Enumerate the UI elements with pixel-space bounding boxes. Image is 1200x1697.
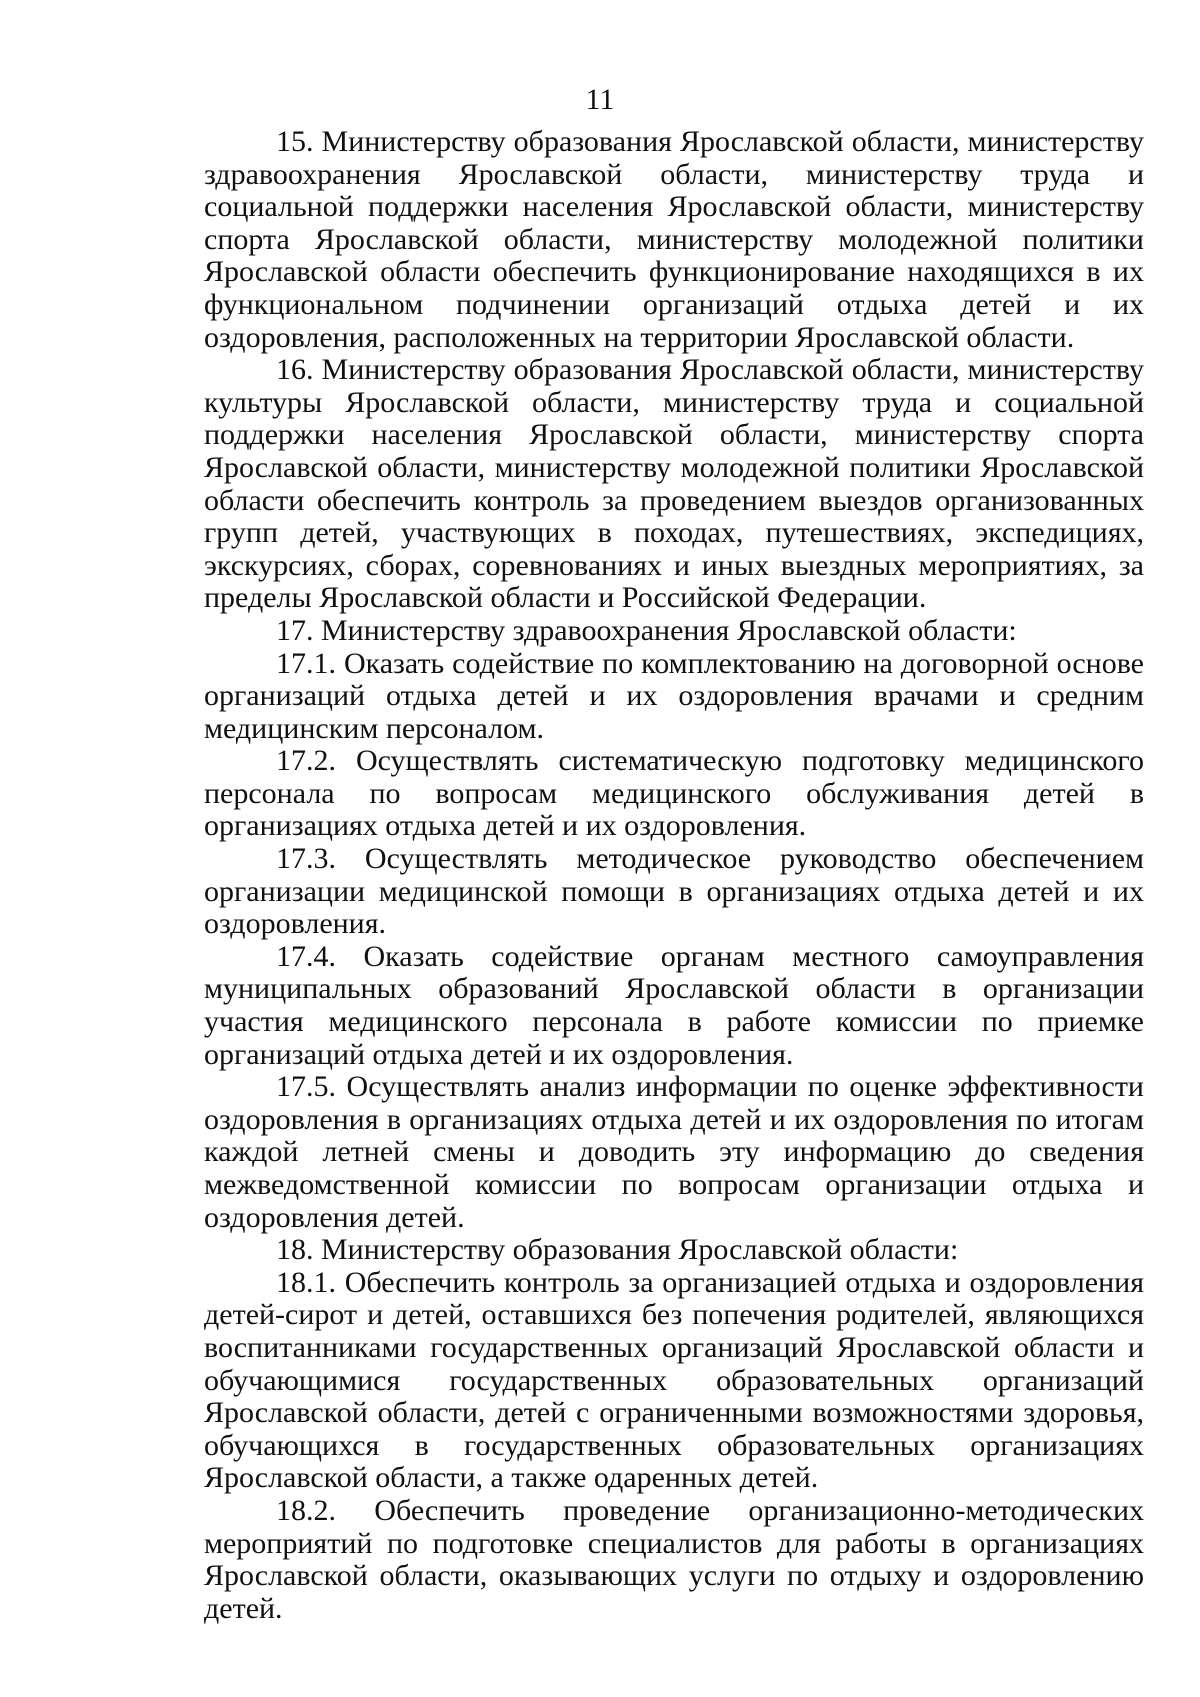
paragraph-17-1: 17.1. Оказать содействие по комплектованию на договорной основе организаций отдыха детей и их оздоровления врачами и средним медицинским персоналом. bbox=[204, 646, 1144, 745]
paragraph-17-5: 17.5. Осуществлять анализ информации по оценке эффективности оздоровления в организациях отдыха детей и их оздоровления по итогам каждой летней смены и доводить эту информацию до сведения межведомственной комиссии по вопросам организации отдыха и оздоровления детей. bbox=[204, 1070, 1144, 1234]
paragraph-15: 15. Министерству образования Ярославской области, министерству здравоохранения Ярославской области, министерству труда и социальной поддержки населения Ярославской области, министерству спорта Ярославской области, министерству молодежной политики Ярославской области обеспечить функционирование находящихся в их функциональном подчинении организаций отдыха детей и их оздоровления, расположенных на территории Ярославской области. bbox=[204, 125, 1144, 354]
paragraph-17: 17. Министерству здравоохранения Ярославской области: bbox=[276, 613, 1017, 647]
paragraph-18-2: 18.2. Обеспечить проведение организационно-методических мероприятий по подготовке специалистов для работы в организациях Ярославской области, оказывающих услуги по отдыху и оздоровлению детей. bbox=[204, 1493, 1144, 1625]
paragraph-17-3: 17.3. Осуществлять методическое руководство обеспечением организации медицинской помощи в организациях отдыха детей и их оздоровления. bbox=[204, 842, 1144, 941]
paragraph-17-4: 17.4. Оказать содействие органам местного самоуправления муниципальных образований Ярославской области в организации участия медицинского персонала в работе комиссии по приемке организаций отдыха детей и их оздоровления. bbox=[204, 939, 1144, 1071]
paragraph-17-2: 17.2. Осуществлять систематическую подготовку медицинского персонала по вопросам медицинского обслуживания детей в организациях отдыха детей и их оздоровления. bbox=[204, 744, 1144, 843]
paragraph-18-1: 18.1. Обеспечить контроль за организацией отдыха и оздоровления детей-сирот и детей, оставшихся без попечения родителей, являющихся воспитанниками государственных организаций Ярославской области и обучающимися государственных образовательных организаций Ярославской области, детей с ограниченными возможностями здоровья, обучающихся в государственных образовательных организациях Ярославской области, а также одаренных детей. bbox=[204, 1265, 1144, 1495]
paragraph-18: 18. Министерству образования Ярославской области: bbox=[276, 1233, 959, 1267]
paragraph-16: 16. Министерству образования Ярославской области, министерству культуры Ярославской области, министерству труда и социальной поддержки населения Ярославской области, министерству спорта Ярославской области, министерству молодежной политики Ярославской области обеспечить контроль за проведением выездов организованных групп детей, участвующих в походах, путешествиях, экспедициях, экскурсиях, сборах, соревнованиях и иных выездных мероприятиях, за пределы Ярославской области и Российской Федерации. bbox=[204, 353, 1144, 615]
document-body bbox=[204, 126, 1144, 1625]
page-number: 11 bbox=[585, 83, 615, 116]
